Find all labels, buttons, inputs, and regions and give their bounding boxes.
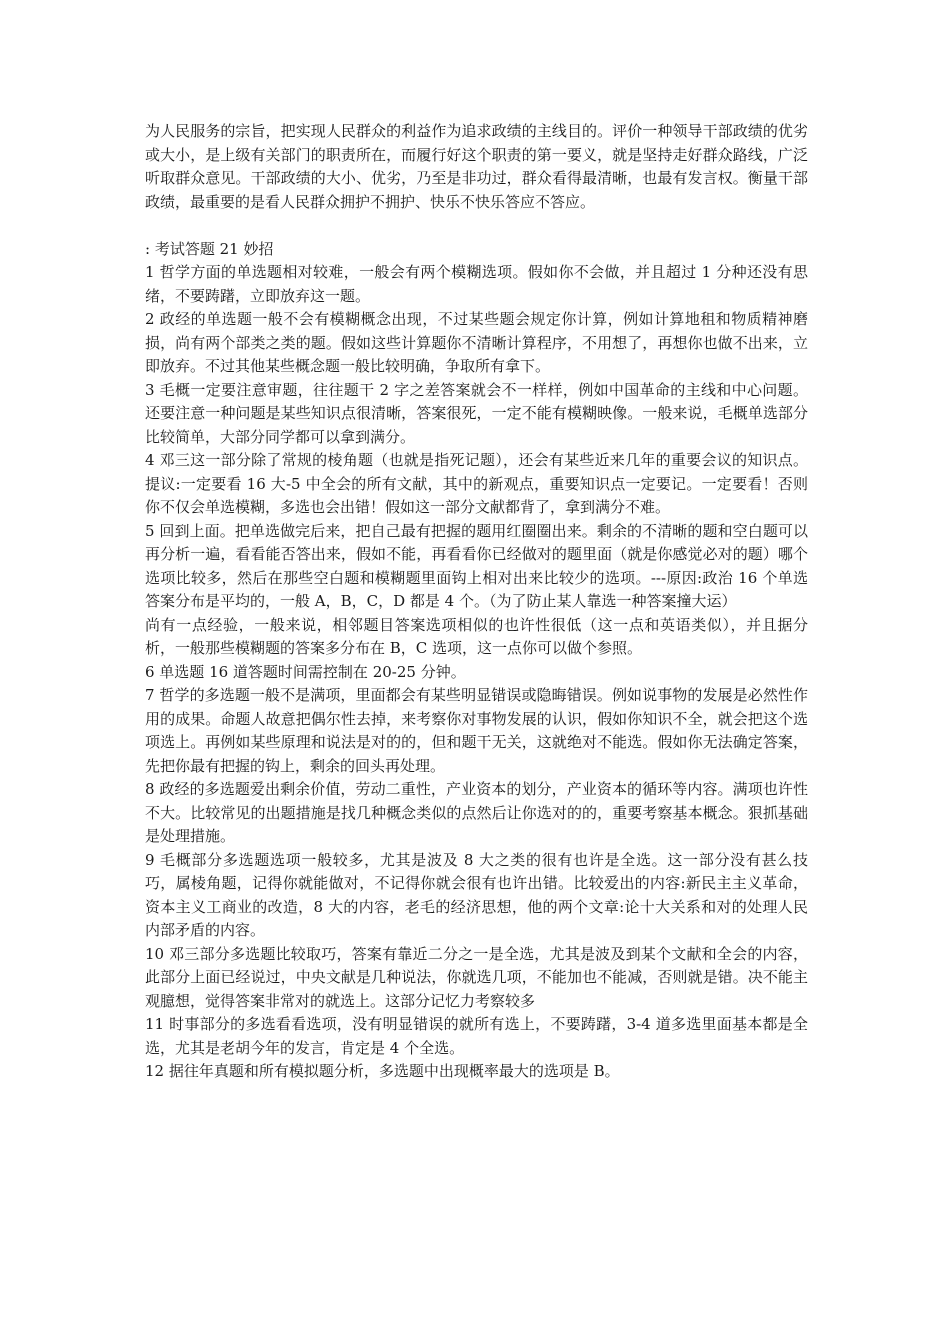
list-item: 6 单选题 16 道答题时间需控制在 20-25 分钟。 [145,662,466,681]
list-item: 11 时事部分的多选看看选项，没有明显错误的就所有选上，不要踌躇，3-4 道多选里面基本都是全选，尤其是老胡今年的发言，肯定是 4 个全选。 [145,1015,808,1057]
document-body [145,120,808,1084]
list-item: 3 毛概一定要注意审题，往往题干 2 字之差答案就会不一样样，例如中国革命的主线和中心问题。还要注意一种问题是某些知识点很清晰，答案很死，一定不能有模糊映像。一般来说，毛概单选部分比较简单，大部分同学都可以拿到满分。 [145,380,808,446]
list-item: 5 回到上面。把单选做完后来，把自己最有把握的题用红圈圈出来。剩余的不清晰的题和空白题可以再分析一遍，看看能否答出来，假如不能，再看看你已经做对的题里面（就是你感觉必对的题）哪个选项比较多，然后在那些空白题和模糊题里面钩上相对出来比较少的选项。---原因:政治 16 个单选答案分布是平均的，一般 A，B，C，D 都是 4 个。（为了防止某人靠选一种答案撞大运） [145,521,808,610]
list-item: 2 政经的单选题一般不会有模糊概念出现，不过某些题会规定你计算，例如计算地租和物质精神磨损，尚有两个部类之类的题。假如这些计算题你不清晰计算程序，不用想了，再想你也做不出来，立即放弃。不过其他某些概念题一般比较明确，争取所有拿下。 [145,310,808,375]
list-item: 9 毛概部分多选题选项一般较多，尤其是波及 8 大之类的很有也许是全选。这一部分没有甚么技巧，属棱角题，记得你就能做对，不记得你就会很有也许出错。比较爱出的内容:新民主主义革命，资本主义工商业的改造，8 大的内容，老毛的经济思想，他的两个文章:论十大关系和对的处理人民内部矛盾的内容。 [145,850,808,939]
intro-paragraph: 为人民服务的宗旨，把实现人民群众的利益作为追求政绩的主线目的。评价一种领导干部政绩的优劣或大小，是上级有关部门的职责所在，而履行好这个职责的第一要义，就是坚持走好群众路线，广泛听取群众意见。干部政绩的大小、优劣，乃至是非功过，群众看得最清晰，也最有发言权。衡量干部政绩，最重要的是看人民群众拥护不拥护、快乐不快乐答应不答应。 [145,122,808,211]
list-item: 8 政经的多选题爱出剩余价值，劳动二重性，产业资本的划分，产业资本的循环等内容。满项也许性不大。比较常见的出题措施是找几种概念类似的点然后让你选对的的，重要考察基本概念。狠抓基础是处理措施。 [145,780,808,845]
list-item: 4 邓三这一部分除了常规的棱角题（也就是指死记题），还会有某些近来几年的重要会议的知识点。提议:一定要看 16 大-5 中全会的所有文献，其中的新观点，重要知识点一定要记。一定要看！否则你不仅会单选模糊，多选也会出错！假如这一部分文献都背了，拿到满分不难。 [145,451,808,516]
section-title: : 考试答题 21 妙招 [145,239,274,258]
paragraph-gap [145,214,808,238]
list-item: 1 哲学方面的单选题相对较难，一般会有两个模糊选项。假如你不会做，并且超过 1 分种还没有思绪，不要踌躇，立即放弃这一题。 [145,263,808,305]
list-item: 10 邓三部分多选题比较取巧，答案有靠近二分之一是全选，尤其是波及到某个文献和全会的内容，此部分上面已经说过，中央文献是几种说法，你就选几项，不能加也不能减，否则就是错。决不能主观臆想，觉得答案非常对的就选上。这部分记忆力考察较多 [145,944,808,1010]
list-item: 12 据往年真题和所有模拟题分析，多选题中出现概率最大的选项是 B。 [145,1062,620,1080]
list-item: 尚有一点经验，一般来说，相邻题目答案选项相似的也许性很低（这一点和英语类似），并且据分析，一般那些模糊题的答案多分布在 B，C 选项，这一点你可以做个参照。 [145,615,808,657]
list-item: 7 哲学的多选题一般不是满项，里面都会有某些明显错误或隐晦错误。例如说事物的发展是必然性作用的成果。命题人故意把偶尔性去掉，来考察你对事物发展的认识，假如你知识不全，就会把这个选项选上。再例如某些原理和说法是对的的，但和题干无关，这就绝对不能选。假如你无法确定答案，先把你最有把握的钩上，剩余的回头再处理。 [145,686,808,775]
